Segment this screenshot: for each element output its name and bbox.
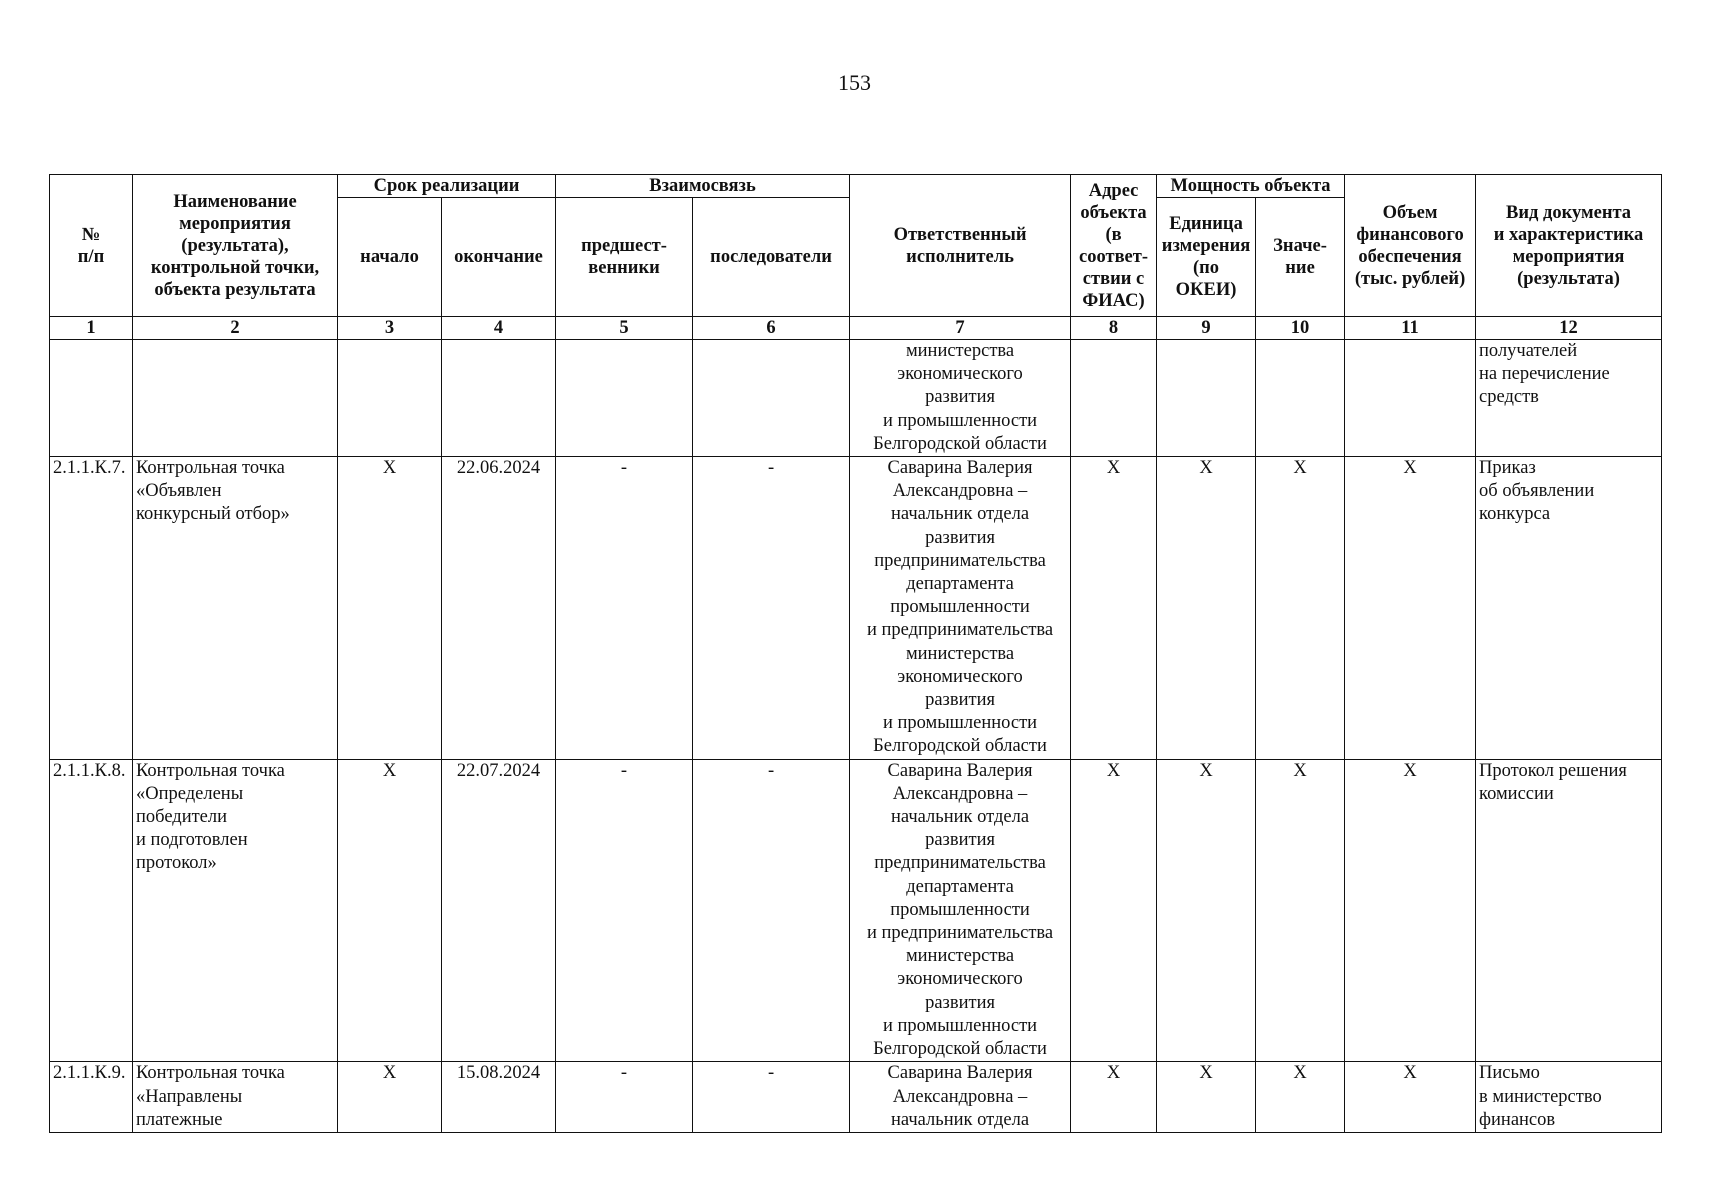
row-id [50,340,133,457]
column-number: 11 [1345,317,1476,340]
row-address: X [1071,457,1157,760]
header-capacity: Мощность объекта [1157,175,1345,198]
row-end: 22.07.2024 [442,759,556,1062]
page-number: 153 [838,70,871,95]
row-name: Контрольная точка «Направлены платежные [133,1062,338,1133]
header-period: Срок реализации [338,175,556,198]
header-value: Значе- ние [1256,198,1345,317]
row-predecessors: - [556,457,693,760]
header-num: № п/п [50,175,133,317]
header-doc: Вид документа и характеристика мероприятия (результата) [1476,175,1662,317]
row-responsible: Саварина Валерия Александровна – начальник отдела развития предпринимательства департамента промышленности и предпринимательства министерства экономического развития и промышленности Белгородской области [850,759,1071,1062]
row-value: X [1256,1062,1345,1133]
column-number: 9 [1157,317,1256,340]
header-unit: Единица измерения (по ОКЕИ) [1157,198,1256,317]
header-name: Наименование мероприятия (результата), контрольной точки, объекта результата [133,175,338,317]
row-doc: Письмо в министерство финансов [1476,1062,1662,1133]
row-end: 22.06.2024 [442,457,556,760]
row-value [1256,340,1345,457]
header-successors: последователи [693,198,850,317]
row-name: Контрольная точка «Объявлен конкурсный отбор» [133,457,338,760]
row-unit: X [1157,759,1256,1062]
row-unit: X [1157,1062,1256,1133]
row-name: Контрольная точка «Определены победители и подготовлен протокол» [133,759,338,1062]
header-address: Адрес объекта (в соответ- ствии с ФИАС) [1071,175,1157,317]
row-successors: - [693,457,850,760]
row-id: 2.1.1.К.8. [50,759,133,1062]
column-number: 1 [50,317,133,340]
row-value: X [1256,759,1345,1062]
column-number: 8 [1071,317,1157,340]
column-number: 3 [338,317,442,340]
row-successors: - [693,1062,850,1133]
header-end: окончание [442,198,556,317]
row-doc: получателей на перечисление средств [1476,340,1662,457]
row-responsible: Саварина Валерия Александровна – начальник отдела развития предпринимательства департамента промышленности и предпринимательства министерства экономического развития и промышленности Белгородской области [850,457,1071,760]
row-doc: Приказ об объявлении конкурса [1476,457,1662,760]
row-unit: X [1157,457,1256,760]
row-start [338,340,442,457]
row-address: X [1071,1062,1157,1133]
header-link: Взаимосвязь [556,175,850,198]
row-end: 15.08.2024 [442,1062,556,1133]
row-finance: X [1345,457,1476,760]
row-id: 2.1.1.К.7. [50,457,133,760]
row-unit [1157,340,1256,457]
row-predecessors: - [556,759,693,1062]
row-successors [693,340,850,457]
row-finance: X [1345,1062,1476,1133]
table-row [50,759,1662,1062]
row-doc: Протокол решения комиссии [1476,759,1662,1062]
column-numbers-row [50,317,1662,340]
row-finance: X [1345,759,1476,1062]
row-value: X [1256,457,1345,760]
table-row [50,340,1662,457]
column-number: 12 [1476,317,1662,340]
row-successors: - [693,759,850,1062]
column-number: 5 [556,317,693,340]
header-predecessors: предшест- венники [556,198,693,317]
header-responsible: Ответственный исполнитель [850,175,1071,317]
row-end [442,340,556,457]
table-row [50,1062,1662,1133]
row-start: X [338,1062,442,1133]
row-predecessors [556,340,693,457]
row-predecessors: - [556,1062,693,1133]
column-number: 4 [442,317,556,340]
row-address: X [1071,759,1157,1062]
column-number: 7 [850,317,1071,340]
table-row [50,457,1662,760]
row-responsible: Саварина Валерия Александровна – начальник отдела [850,1062,1071,1133]
row-start: X [338,759,442,1062]
row-id: 2.1.1.К.9. [50,1062,133,1133]
column-number: 10 [1256,317,1345,340]
row-finance [1345,340,1476,457]
column-number: 6 [693,317,850,340]
row-name [133,340,338,457]
row-start: X [338,457,442,760]
row-address [1071,340,1157,457]
column-number: 2 [133,317,338,340]
row-responsible: министерства экономического развития и промышленности Белгородской области [850,340,1071,457]
header-start: начало [338,198,442,317]
schedule-table [49,174,1662,1133]
header-finance: Объем финансового обеспечения (тыс. рублей) [1345,175,1476,317]
